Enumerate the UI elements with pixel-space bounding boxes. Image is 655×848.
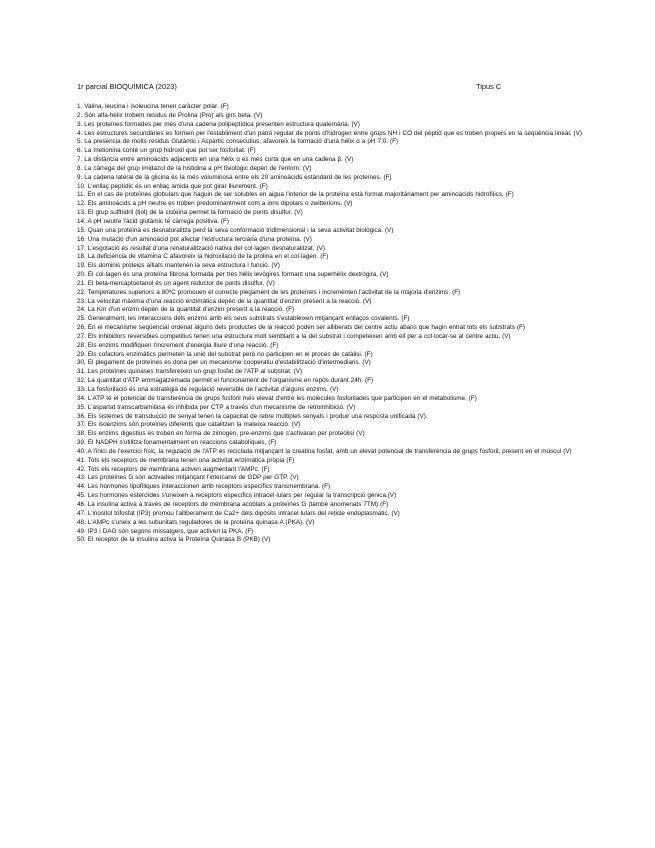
question-item: 31. Les proteïnes quinases transfereixen un grup fosfat de l'ATP al substrat. (V) (77, 368, 303, 376)
question-item: 9. La cadena lateral de la glicina és la més voluminosa entre els 20 aminoàcids estàndard de les proteïnes. (F) (77, 173, 392, 181)
question-item: 26. En el mecanisme seqüencial ordenat alguns dels productes de la reacció poden ser alliberats del centre actiu abans que hagin entrat tots els substrats (F) (77, 324, 525, 332)
question-item: 15. Quan una proteïna es desnaturalitza perd la seva conformació tridimensional i la seva activitat biològica. (V) (77, 226, 394, 234)
question-item: 23. La velocitat màxima d'una reacció enzimàtica depèn de la quantitat d'enzim present a la reacció. (V) (77, 297, 372, 305)
question-list (77, 103, 582, 545)
question-item: 16. Una mutació d'un aminoàcid pot afectar l'estructura terciària d'una proteïna. (V) (77, 235, 312, 243)
question-item: 30. El plegament de proteïnes es dona per un mecanisme cooperatiu d'estabilització d'intermediaris. (V) (77, 359, 371, 367)
question-item: 33. La fosforilació és una estratègia de regulació reversible de l'activitat d'alguns enzims. (V) (77, 386, 339, 393)
question-item: 4. Les estructures secundàries es formen per l'establiment d'un patró regular de ponts d'hidrogen entre grups NH i CO del pèptid que es troben propers en la seqüència lineal. (V) (77, 129, 582, 137)
exam-title: 1r parcial BIOQUÍMICA (2023) (77, 82, 177, 91)
question-item: 3. Les proteïnes formades per més d'una cadena polipeptídica presenten estructura quaternària. (V) (77, 120, 360, 128)
question-item: 39. El NADPH s'utilitza fonamentalment en reaccions catabòliques. (F) (77, 439, 277, 447)
question-item: 49. IP3 i DAG són segons missatgers, que activen la PKA. (F) (77, 527, 254, 535)
question-item: 27. Els inhibidors reversibles competitius tenen una estructura molt semblant a la del substrat i competeixen amb ell per a col·locar-se al centre actiu. (V) (77, 332, 511, 340)
question-item: 20. El col·lagen és una proteïna fibrosa formada per tres hèlix levògires formant una superhèlix dextrògira. (V) (77, 271, 389, 279)
question-item: 35. L'aspartat transcarbamilasa és inhibida per CTP a través d'un mecanisme de retroinhibició. (V) (77, 403, 356, 411)
question-item: 19. Els dominis proteics aïllats mantenen la seva estructura i funció. (V) (77, 262, 280, 270)
exam-header (77, 81, 577, 93)
question-item: 10. L'enllaç peptídic és un enllaç amida que pot girar lliurement. (F) (77, 182, 268, 190)
question-item: 5. La presència de molts residus Glutàmic i Aspàrtic consecutius, afavoreix la formació d'una hèlix α a pH 7,0. (F) (77, 138, 399, 146)
question-item: 38. Els enzims digestius es troben en forma de zimogen, pre-enzims que s'activaran per proteòlisi (V) (77, 430, 365, 438)
question-item: 42. Tots els receptors de membrana activen augmentant l'AMPc. (F) (77, 465, 270, 473)
question-item: 32. La quantitat d'ATP emmagatzemada permet el funcionament de l'organisme en repòs durant 24h. (F) (77, 377, 374, 385)
question-item: 37. Els isoenzims són proteïnes diferents que catalitzen la mateixa reacció. (V) (77, 421, 301, 429)
question-item: 7. La distància entre aminoàcids adjacents en una hèlix α és més curta que en una cadena β. (V) (77, 156, 354, 164)
question-item: 21. El beta-mercaptoetanol és un agent reductor de ponts disulfur. (V) (77, 279, 275, 287)
question-item: 25. Generalment, les interaccions dels enzims amb els seus substrats s'estableixen mitjançant enllaços covalents. (F) (77, 315, 410, 323)
question-item: 44. Les hormones lipofíliques interaccionen amb receptors específics transmembrana. (F) (77, 483, 331, 491)
question-item: 47. L'inositol trifosfat (IP3) promou l'alliberament de Ca2+ dels dipòsits intracel·lulars del reticle endoplasmàtic. (V) (77, 509, 400, 517)
question-item: 29. Els cofactors enzimàtics permeten la unió del substrat però no participen en el procés de catàlisi. (F) (77, 350, 373, 358)
question-item: 36. Els sistemes de transducció de senyal tenen la capacitat de rebre múltiples senyals i produir una resposta unificada (V). (77, 412, 428, 420)
question-item: 43. Les proteïnes G són activades mitjançant l'intercanvi de GDP per GTP. (V) (77, 474, 299, 482)
question-item: 41. Tots els receptors de membrana tenen una activitat enzimàtica pròpia (F) (77, 456, 295, 464)
question-item: 48. L'AMPc s'uneix a les subunitats reguladores de la proteïna quinasa A (PKA). (V) (77, 518, 315, 526)
question-item: 22. Temperatures superiors a 80ºC promouen el correcte plegament de les proteïnes i incrementen l'activitat de la majoria d'enzims. (F) (77, 288, 461, 296)
question-item: 24. La Km d'un enzim depèn de la quantitat d'enzim present a la reacció. (F) (77, 306, 295, 314)
question-item: 13. El grup sulfhidril (tiol) de la cisteïna permet la formació de ponts disulfur. (V) (77, 209, 303, 217)
question-item: 2. Són alfa-hèlix trobem residus de Prolina (Pro) als girs beta. (V) (77, 111, 263, 119)
question-item: 50. El receptor de la insulina activa la Proteïna Quinasa B (PKB) (V) (77, 536, 271, 544)
question-item: 11. En el cas de proteïnes globulars que haguin de ser solubles en aigua l'interior de la proteïna està format majoritàriament per aminoàcids hidrofílics. (F) (77, 191, 514, 199)
question-item: 1. Valina, leucina i isoleucina tenen caràcter polar. (F) (77, 103, 229, 110)
question-item: 17. L'esgotació és resultat d'una renaturalització nativa del col·lagen desnaturalitzat. (V) (77, 244, 325, 252)
question-item: 12. Els aminoàcids a pH neutre es troben predominantment com a ions dipolars o zwitterions. (V) (77, 200, 353, 208)
question-item: 45. Les hormones esteroïdes s'uneixen a receptors específics intracel·lulars per regular la transcripció gènica.(V) (77, 492, 397, 500)
exam-type: Tipus C (476, 82, 502, 91)
question-item: 18. La deficiència de vitamina C afavoreix la hidroxilació de la prolina en el col·lagen. (F) (77, 253, 329, 261)
question-item: 14. A pH neutre l'àcid glutàmic té càrrega positiva. (F) (77, 217, 229, 225)
question-item: 8. La càrrega del grup imidazol de la histidina a pH fisiològic depèn de l'entorn. (V) (77, 164, 312, 172)
question-item: 46. La insulina activa a través de receptors de membrana acoblats a proteïnes G (també anomenats 7TM) (F) (77, 500, 389, 508)
question-item: 40. A l'inici de l'exercici físic, la regulació de l'ATP és reciclada mitjançant la creatina fosfat, amb un elevat potencial de transferència de grups fosforil, present en el múscul (V) (77, 447, 572, 455)
question-item: 28. Els enzims modifiquen l'increment d'energia lliure d'una reacció. (F) (77, 341, 279, 349)
question-item: 34. L'ATP té el potencial de transferència de grups fosforil més elevat d'entre les molècules fosforilades que participen en el metabolisme. (F) (77, 394, 477, 402)
question-item: 6. La metionina conté un grup hidroxil que pot ser fosforilat. (F) (77, 147, 256, 155)
